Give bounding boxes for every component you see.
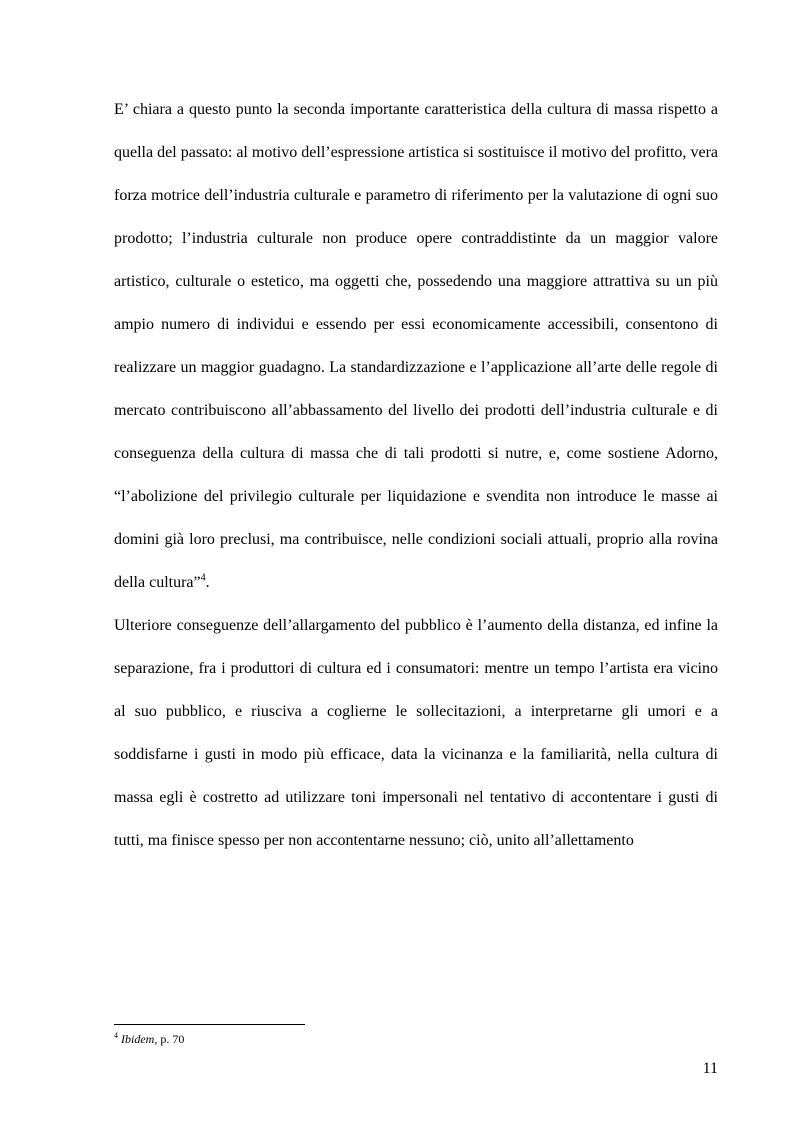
paragraph-1 — [114, 88, 718, 604]
paragraph-2 — [114, 604, 718, 862]
body-text — [114, 88, 718, 862]
paragraph-2-text: Ulteriore conseguenze dell’allargamento del pubblico è l’aumento della distanza, ed infine la separazione, fra i produttori di cultura ed i consumatori: mentre un tempo l’artista era vicino al suo pubblico, e riusciva a coglierne le sollecitazioni, a interpretarne gli umori e a soddisfarne i gusti in modo più efficace, data la vicinanza e la familiarità, nella cultura di massa egli è costretto ad utilizzare toni impersonali nel tentativo di accontentare i gusti di tutti, ma finisce spesso per non accontentarne nessuno; ciò, unito all’allettamento — [114, 617, 718, 849]
footnote-reference[interactable]: 4 — [200, 572, 206, 584]
paragraph-1-text: E’ chiara a questo punto la seconda importante caratteristica della cultura di massa rispetto a quella del passato: al motivo dell’espressione artistica si sostituisce il motivo del profitto, vera forza motrice dell’industria culturale e parametro di riferimento per la valutazione di ogni suo prodotto; l’industria culturale non produce opere contraddistinte da un maggior valore artistico, culturale o estetico, ma oggetti che, possedendo una maggiore attrattiva su un più ampio numero di individui e essendo per essi economicamente accessibili, consentono di realizzare un maggior guadagno. La standardizzazione e l’applicazione all’arte delle regole di mercato contribuiscono all’abbassamento del livello dei prodotti dell’industria culturale e di conseguenza della cultura di massa che di tali prodotti si nutre, e, come sostiene Adorno, “l’abolizione del privilegio culturale per liquidazione e svendita non introduce le masse ai domini già loro preclusi, ma contribuisce, nelle condizioni sociali attuali, proprio alla rovina della cultura” — [114, 101, 718, 591]
footnote-source: Ibidem, — [121, 1032, 158, 1046]
paragraph-1-tail: . — [205, 574, 210, 591]
footnote-detail: p. 70 — [157, 1032, 185, 1046]
footnote — [114, 1032, 184, 1046]
page-number: 11 — [702, 1060, 718, 1077]
footnote-separator — [114, 1024, 305, 1025]
footnote-number: 4 — [114, 1031, 118, 1040]
